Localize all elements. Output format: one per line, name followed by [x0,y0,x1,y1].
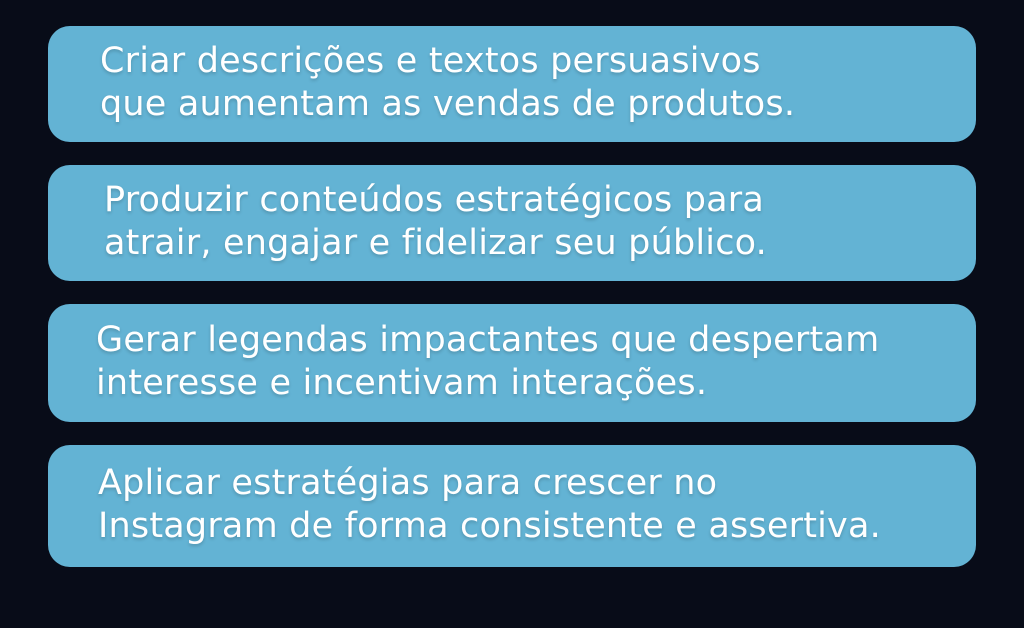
benefit-card-line: Criar descrições e textos persuasivos [100,41,761,81]
benefit-card-legendas [48,304,976,422]
benefit-card-line: Gerar legendas impactantes que despertam [96,320,880,361]
benefit-card-line: que aumentam as vendas de produtos. [100,84,796,125]
benefit-card-line: interesse e incentivam interações. [96,363,708,404]
benefit-card-instagram [48,445,976,567]
benefit-card-conteudos [48,165,976,281]
benefit-card-line: Aplicar estratégias para crescer no [98,463,718,504]
benefit-card-line: atrair, engajar e fidelizar seu público. [104,223,767,264]
benefit-card-line: Instagram de forma consistente e assertiva. [98,506,881,547]
benefit-card-descricoes [48,26,976,142]
benefit-card-line: Produzir conteúdos estratégicos para [104,180,765,221]
